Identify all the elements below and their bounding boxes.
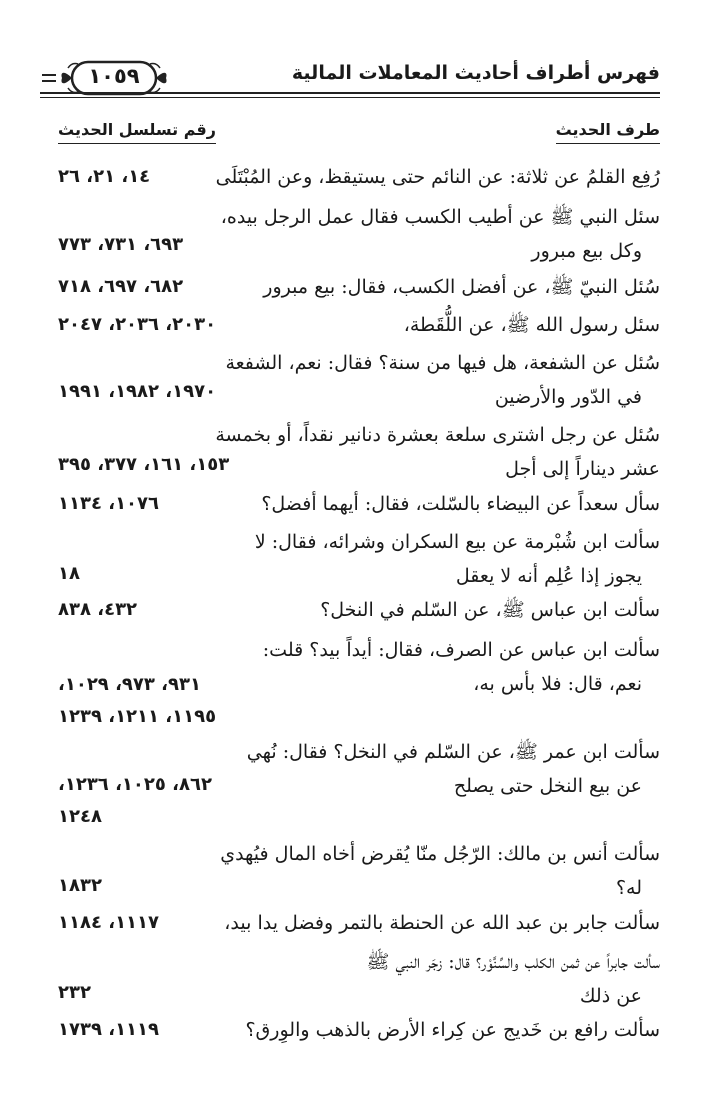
serial-numbers <box>58 907 159 939</box>
serial-line: ١٢٤٨ <box>58 806 102 827</box>
serial-line: ١٨ <box>58 563 80 584</box>
hadith-line: سُئل عن الشفعة، هل فيها من سنة؟ فقال: نعم، الشفعة <box>225 352 660 374</box>
hadith-text <box>254 525 660 593</box>
hadith-line: سألت أنس بن مالك: الرّجُل منّا يُقرض أخاه المال فيُهدي <box>220 843 660 865</box>
serial-numbers <box>58 594 137 626</box>
serial-line: ١٤، ٢١، ٢٦ <box>58 166 151 187</box>
serial-numbers <box>58 309 216 341</box>
serial-line: ٢٠٣٠، ٢٠٣٦، ٢٠٤٧ <box>58 314 217 335</box>
serial-line: ٦٩٣، ٧٣١، ٧٧٣ <box>58 234 184 255</box>
header-dash <box>42 80 56 82</box>
serial-line: ١٨٣٢ <box>58 875 102 896</box>
hadith-line: سُئل عن رجل اشترى سلعة بعشرة دنانير نقداً، أو بخمسة <box>215 424 660 446</box>
hadith-line: نعم، قال: فلا بأس به، <box>473 673 642 695</box>
serial-line: ٦٨٢، ٦٩٧، ٧١٨ <box>58 276 184 297</box>
column-header-serial: رقم تسلسل الحديث <box>58 120 216 144</box>
serial-numbers <box>58 870 102 902</box>
hadith-line: سألت جابر بن عبد الله عن الحنطة بالتمر وفضل يدا بيد، <box>224 912 660 934</box>
hadith-line: سألت ابن شُبْرمة عن بيع السكران وشرائه، فقال: لا <box>254 531 660 553</box>
serial-numbers <box>58 558 80 590</box>
column-header-hadith: طرف الحديث <box>556 120 660 144</box>
hadith-line: عن ذلك <box>579 985 642 1007</box>
serial-line: ١١٩٥، ١٢١١، ١٢٣٩ <box>58 706 217 727</box>
hadith-line: سئل النبي ﷺ عن أطيب الكسب فقال عمل الرجل بيده، <box>220 206 660 228</box>
hadith-line: سألت ابن عباس عن الصرف، فقال: أيداً بيد؟ قلت: <box>262 639 660 661</box>
serial-line: ١٩٧٠، ١٩٨٢، ١٩٩١ <box>58 381 217 402</box>
hadith-line: عشر ديناراً إلى أجل <box>505 458 660 480</box>
hadith-line: له؟ <box>615 877 642 899</box>
hadith-line: سألت ابن عباس ﷺ، عن السّلم في النخل؟ <box>320 599 660 621</box>
hadith-line: عن بيع النخل حتى يصلح <box>453 775 642 797</box>
serial-numbers <box>58 1014 159 1046</box>
hadith-line: سألت جابراً عن ثمن الكلب والسِّنَّوْر؟ قال: زجَر النبي ﷺ <box>366 951 660 973</box>
hadith-text <box>215 160 660 194</box>
running-header-title: فهرس أطراف أحاديث المعاملات المالية <box>291 62 660 84</box>
serial-numbers <box>58 977 91 1009</box>
hadith-text <box>224 906 660 940</box>
hadith-text <box>260 593 660 627</box>
hadith-text <box>260 633 660 701</box>
serial-numbers <box>58 449 229 481</box>
header-rule <box>40 92 660 94</box>
hadith-text <box>260 487 660 521</box>
hadith-text <box>260 308 660 342</box>
hadith-text <box>220 837 660 905</box>
hadith-line: سئل رسول الله ﷺ، عن اللُّقَطة، <box>403 314 660 336</box>
hadith-line: سُئل النبيّ ﷺ، عن أفضل الكسب، فقال: بيع مبرور <box>263 276 660 298</box>
hadith-text <box>225 346 660 414</box>
serial-numbers <box>58 271 183 303</box>
header-rule <box>40 97 660 98</box>
hadith-line: في الدّور والأرضين <box>494 386 642 408</box>
header-dash <box>42 74 56 76</box>
serial-numbers <box>58 488 159 520</box>
serial-numbers <box>58 376 216 408</box>
hadith-text <box>245 1013 660 1047</box>
serial-line: ٨٦٢، ١٠٢٥، ١٢٣٦، <box>58 774 212 795</box>
serial-numbers <box>58 669 216 733</box>
serial-line: ٤٣٢، ٨٣٨ <box>58 599 138 620</box>
hadith-line: رُفِع القلمُ عن ثلاثة: عن النائم حتى يستيقظ، وعن المُبْتَلَى <box>215 166 660 188</box>
hadith-line: يجوز إذا عُلِم أنه لا يعقل <box>455 565 642 587</box>
hadith-text <box>260 270 660 304</box>
serial-line: ١٥٣، ١٦١، ٣٧٧، ٣٩٥ <box>58 454 230 475</box>
serial-line: ١١١٧، ١١٨٤ <box>58 912 160 933</box>
serial-numbers <box>58 161 150 193</box>
hadith-text <box>215 418 660 486</box>
serial-line: ٩٣١، ٩٧٣، ١٠٢٩، <box>58 674 201 695</box>
page-number: ١٠٥٩ <box>88 64 140 88</box>
serial-numbers <box>58 769 212 833</box>
hadith-text <box>246 735 660 803</box>
hadith-line: سألت ابن عمر ﷺ، عن السّلم في النخل؟ فقال: نُهي <box>246 741 660 763</box>
hadith-text <box>260 945 660 1013</box>
serial-line: ١١١٩، ١٧٣٩ <box>58 1019 160 1040</box>
serial-line: ٢٣٢ <box>58 982 91 1003</box>
serial-numbers <box>58 229 183 261</box>
hadith-line: وكل بيع مبرور <box>531 240 642 262</box>
hadith-line: سألت رافع بن خَديج عن كِراء الأرض بالذهب والوِرق؟ <box>245 1019 660 1041</box>
serial-line: ١٠٧٦، ١١٣٤ <box>58 493 160 514</box>
hadith-text <box>220 200 660 268</box>
hadith-line: سأل سعداً عن البيضاء بالسّلت، فقال: أيهما أفضل؟ <box>261 493 660 515</box>
